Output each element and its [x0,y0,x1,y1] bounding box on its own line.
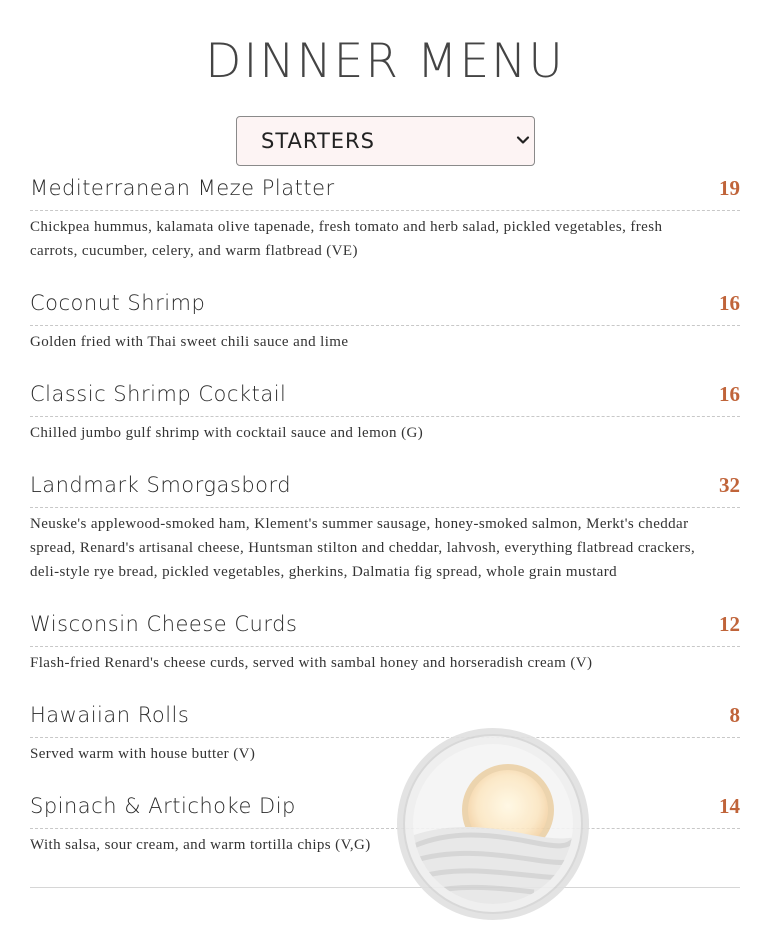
category-select-value: STARTERS [261,129,375,153]
menu-item-price: 14 [719,794,740,818]
menu-item [30,788,740,857]
menu-item-header [30,170,740,211]
menu-item-header [30,285,740,326]
menu-item-price: 16 [719,291,740,315]
menu-item-price: 8 [729,703,740,727]
menu-item-header [30,697,740,738]
menu-item-name: Wisconsin Cheese Curds [30,612,298,636]
menu-item-header [30,376,740,417]
menu-item-name: Mediterranean Meze Platter [30,176,335,200]
menu-item-price: 16 [719,382,740,406]
menu-item-price: 12 [719,612,740,636]
menu-item-description: Chilled jumbo gulf shrimp with cocktail sauce and lemon (G) [30,425,424,441]
menu-item-header [30,606,740,647]
menu-item [30,467,740,584]
menu-item-name: Classic Shrimp Cocktail [30,382,287,406]
menu-item-name: Landmark Smorgasbord [30,473,292,497]
category-select[interactable] [236,116,535,166]
page-title: DINNER MENU [205,34,565,89]
menu-item-price: 19 [719,176,740,200]
menu-item [30,606,740,675]
menu-item-description: Neuske's applewood-smoked ham, Klement's summer sausage, honey-smoked salmon, Merkt's cheddar spread, Renard's artisanal cheese, Huntsman stilton and cheddar, lahvosh, everything flatbread crackers, deli-style rye bread, pickled vegetables, gherkins, Dalmatia fig spread, whole grain mustard [30,516,696,580]
menu-item-description: Chickpea hummus, kalamata olive tapenade, fresh tomato and herb salad, pickled vegetables, fresh carrots, cucumber, celery, and warm flatbread (VE) [30,219,663,259]
menu-item-name: Spinach & Artichoke Dip [30,794,296,818]
menu-item-name: Coconut Shrimp [30,291,206,315]
menu-item-description: With salsa, sour cream, and warm tortilla chips (V,G) [30,837,371,853]
footer-divider [30,887,740,888]
menu-item [30,170,740,263]
menu-item-name: Hawaiian Rolls [30,703,190,727]
menu-item-header [30,467,740,508]
menu-item-description: Flash-fried Renard's cheese curds, served with sambal honey and horseradish cream (V) [30,655,593,671]
menu-item-header [30,788,740,829]
menu-item-price: 32 [719,473,740,497]
menu-list [30,170,740,879]
menu-item-description: Served warm with house butter (V) [30,746,256,762]
chevron-down-icon [516,133,530,147]
menu-item-description: Golden fried with Thai sweet chili sauce and lime [30,334,349,350]
menu-item [30,285,740,354]
menu-item [30,697,740,766]
menu-item [30,376,740,445]
